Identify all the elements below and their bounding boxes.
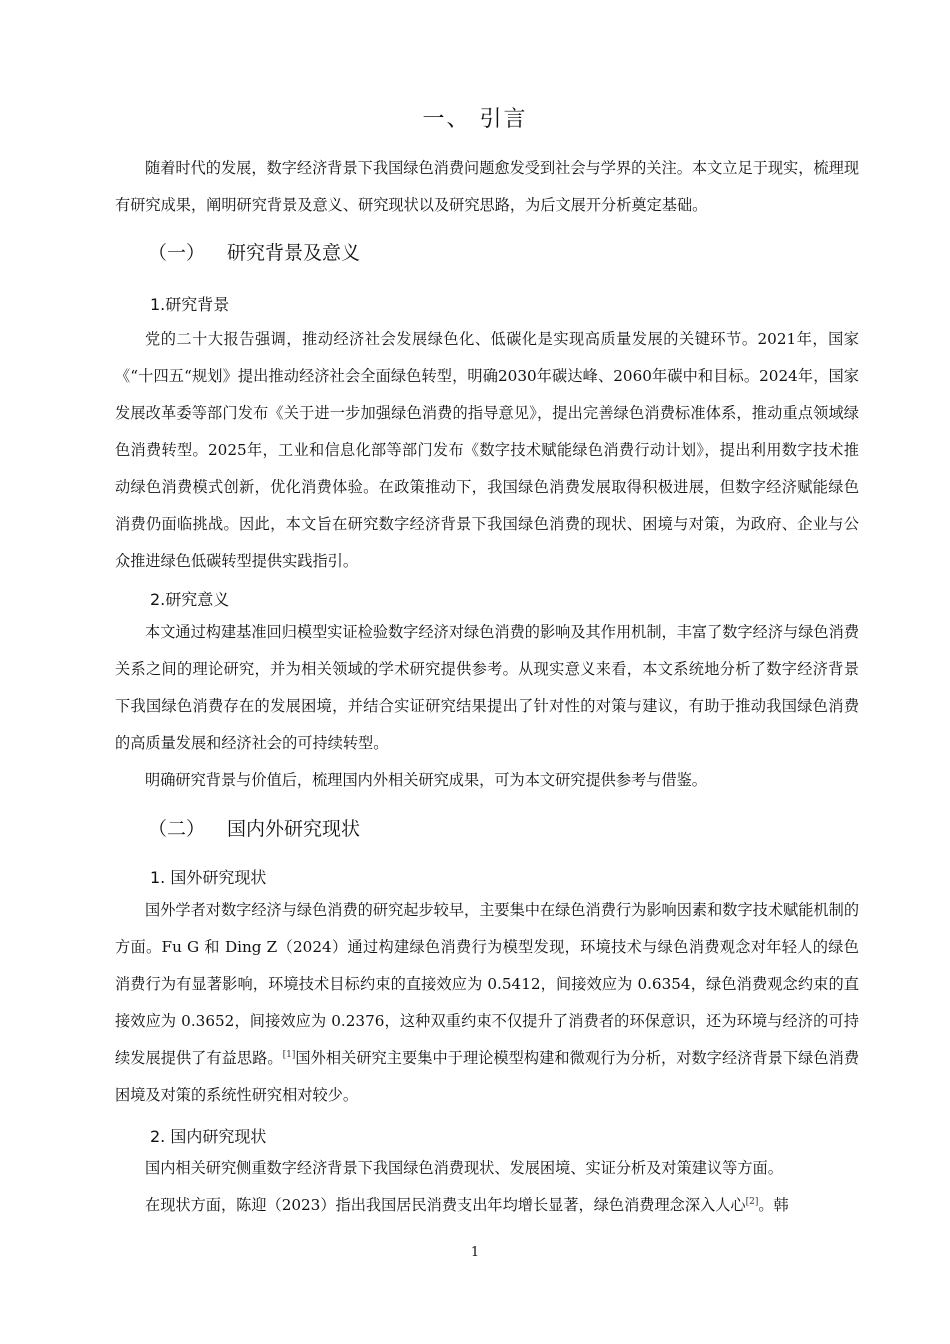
research-significance-paragraph: 本文通过构建基准回归模型实证检验数字经济对绿色消费的影响及其作用机制，丰富了数字经济与绿色消费关系之间的理论研究，并为相关领域的学术研究提供参考。从现实意义来看，本文系统地分析了数字经济背景下我国绿色消费存在的发展困境，并结合实证研究结果提出了针对性的对策与建议，有助于推动我国绿色消费的高质量发展和经济社会的可持续转型。 (115, 623, 859, 752)
subsection-heading-domestic-research: 2. 国内研究现状 (150, 1127, 267, 1146)
subsection-heading-research-background: 1.研究背景 (150, 295, 230, 314)
foreign-research-text-cont: 国外相关研究主要集中于理论模型构建和微观行为分析，对数字经济背景下绿色消费困境及对策的系统性研究相对较少。 (115, 1049, 859, 1104)
subsection-heading-foreign-research: 1. 国外研究现状 (150, 868, 267, 887)
section-heading-literature (148, 814, 360, 841)
transition-paragraph: 明确研究背景与价值后，梳理国内外相关研究成果，可为本文研究提供参考与借鉴。 (145, 771, 707, 789)
domestic-research-paragraph: 国内相关研究侧重数字经济背景下我国绿色消费现状、发展困境、实证分析及对策建议等方面。 (145, 1159, 783, 1177)
subsection-heading-research-significance: 2.研究意义 (150, 590, 230, 609)
page-number: 1 (470, 1245, 480, 1260)
section-title: 研究背景及意义 (227, 242, 361, 264)
citation-ref-2[interactable]: [2] (745, 1196, 759, 1207)
intro-paragraph: 随着时代的发展，数字经济背景下我国绿色消费问题愈发受到社会与学界的关注。本文立足于现实，梳理现有研究成果，阐明研究背景及意义、研究现状以及研究思路，为后文展开分析奠定基础。 (115, 159, 859, 214)
research-background-paragraph: 党的二十大报告强调，推动经济社会发展绿色化、低碳化是实现高质量发展的关键环节。2021年，国家《“十四五“规划》提出推动经济社会全面绿色转型，明确2030年碳达峰、2060年碳中和目标。2024年，国家发展改革委等部门发布《关于进一步加强绿色消费的指导意见》，提出完善绿色消费标准体系，推动重点领域绿色消费转型。2025年，工业和信息化部等部门发布《数字技术赋能绿色消费行动计划》，提出利用数字技术推动绿色消费模式创新，优化消费体验。在政策推动下，我国绿色消费发展取得积极进展，但数字经济赋能绿色消费仍面临挑战。因此，本文旨在研究数字经济背景下我国绿色消费的现状、困境与对策，为政府、企业与公众推进绿色低碳转型提供实践指引。 (115, 330, 859, 570)
domestic-status-paragraph (115, 1187, 859, 1224)
section-number: （二） (148, 818, 206, 840)
section-heading-background (148, 238, 360, 265)
domestic-status-text: 在现状方面，陈迎（2023）指出我国居民消费支出年均增长显著，绿色消费理念深入人心 (145, 1196, 746, 1214)
domestic-status-text-cont: 。韩 (758, 1196, 789, 1214)
citation-ref-1[interactable]: [1] (282, 1049, 296, 1060)
section-number: （一） (148, 242, 206, 264)
chapter-heading: 一、 引言 (422, 107, 528, 132)
foreign-research-paragraph (115, 892, 859, 1114)
section-title: 国内外研究现状 (227, 818, 361, 840)
foreign-research-text: 国外学者对数字经济与绿色消费的研究起步较早，主要集中在绿色消费行为影响因素和数字技术赋能机制的方面。Fu G 和 Ding Z（2024）通过构建绿色消费行为模型发现，环境技术与绿色消费观念对年轻人的绿色消费行为有显著影响，环境技术目标约束的直接效应为 0.5412，间接效应为 0.6354，绿色消费观念约束的直接效应为 0.3652，间接效应为 0.2376，这种双重约束不仅提升了消费者的环保意识，还为环境与经济的可持续发展提供了有益思路。 (115, 901, 859, 1067)
